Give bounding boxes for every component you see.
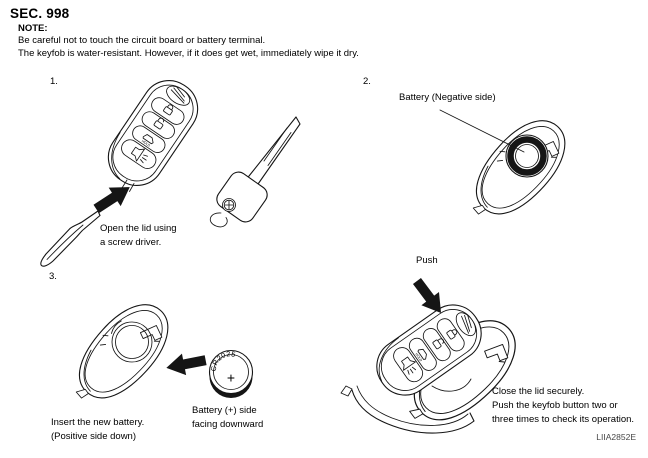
- step-3-battery-caption-line-1: Battery (+) side: [192, 405, 257, 416]
- step-1-caption-line-2: a screw driver.: [100, 237, 162, 248]
- step-3-number: 3.: [49, 271, 57, 282]
- mechanical-key-illustration: [210, 117, 300, 227]
- battery-polarity-symbol: +: [226, 369, 236, 386]
- step-1-caption: [100, 222, 177, 250]
- step-3-insert-caption-line-1: Insert the new battery.: [51, 417, 145, 428]
- step-4-caption-line-3: three times to check its operation.: [492, 414, 635, 425]
- shell-side-tab: [341, 386, 352, 396]
- step-2-number: 2.: [363, 76, 371, 87]
- step-2-illustration: [430, 95, 630, 245]
- step-1-illustration: [30, 70, 340, 270]
- keyfob-front-illustration: [98, 70, 208, 196]
- step-3-illustration: [40, 275, 290, 420]
- step-1-number: 1.: [50, 76, 58, 87]
- step-4-caption-line-2: Push the keyfob button two or: [492, 400, 618, 411]
- step-3-battery-caption: [192, 404, 263, 432]
- cr2025-battery-icon: [203, 344, 252, 398]
- note-label: NOTE:: [18, 23, 48, 34]
- installed-battery-icon: [506, 135, 548, 177]
- note-line-2: The keyfob is water-resistant. However, if it does get wet, immediately wipe it dry.: [18, 47, 359, 59]
- step-3-insert-caption: [51, 416, 144, 444]
- step-3-insert-caption-line-2: (Positive side down): [51, 431, 137, 442]
- battery-leader-line: [440, 110, 524, 152]
- insert-direction-arrow-icon: [164, 349, 207, 378]
- screwdriver-icon: [41, 211, 100, 266]
- section-title: SEC. 998: [10, 6, 70, 21]
- push-label: Push: [416, 255, 438, 266]
- step-4-caption-line-1: Close the lid securely.: [492, 386, 585, 397]
- step-1-caption-line-1: Open the lid using: [100, 223, 177, 234]
- note-line-1: Be careful not to touch the circuit board or battery terminal.: [18, 35, 266, 46]
- step-2-battery-label: Battery (Negative side): [399, 92, 496, 103]
- battery-type-label: CR2025: [208, 349, 237, 372]
- figure-code: LIIA2852E: [596, 432, 636, 442]
- step-4-caption: [492, 385, 634, 427]
- step-3-battery-caption-line-2: facing downward: [192, 419, 264, 430]
